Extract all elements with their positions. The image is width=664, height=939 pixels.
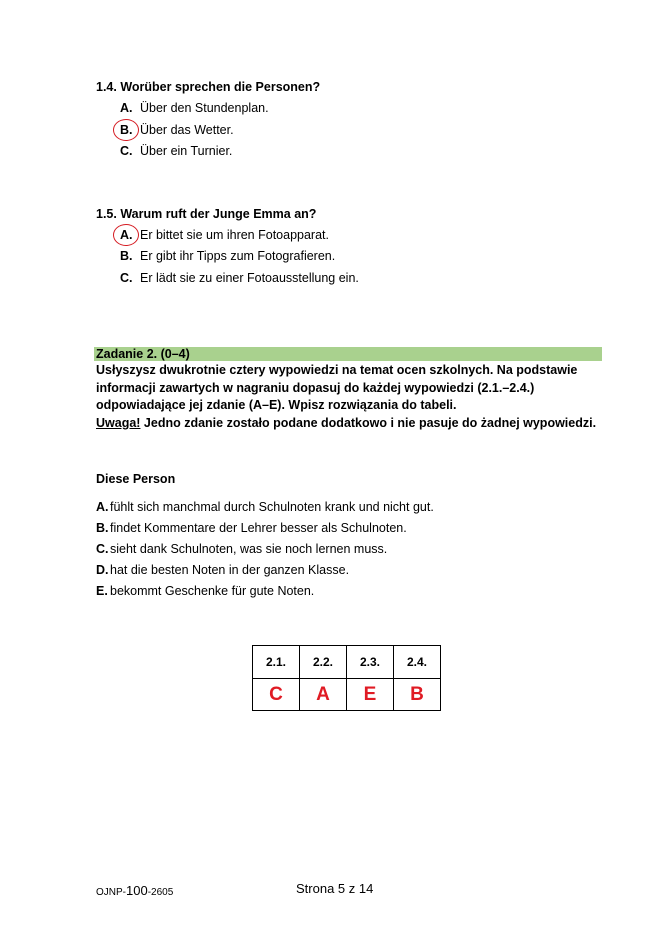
statement-letter: A. <box>96 500 109 514</box>
option-letter: C. <box>120 144 133 158</box>
statement-letter: C. <box>96 542 109 556</box>
q15-option-a[interactable] <box>120 228 329 242</box>
option-text: Über den Stundenplan. <box>140 101 269 115</box>
option-letter: C. <box>120 271 133 285</box>
task-2-header: Zadanie 2. (0–4) <box>94 347 602 361</box>
option-letter: A. <box>120 101 133 115</box>
statement-letter: D. <box>96 563 109 577</box>
answer-circle-mark <box>113 224 139 246</box>
q15-option-c[interactable] <box>120 271 359 285</box>
q14-option-c[interactable] <box>120 144 232 158</box>
statement-b <box>96 521 407 535</box>
option-text: Er gibt ihr Tipps zum Fotografieren. <box>140 249 336 263</box>
option-text: Er bittet sie um ihren Fotoapparat. <box>140 228 329 242</box>
statement-text: findet Kommentare der Lehrer besser als Schulnoten. <box>110 521 407 535</box>
option-letter: B. <box>120 249 133 263</box>
answer-table-values-row <box>253 679 441 711</box>
answer-cell-2-3[interactable]: E <box>347 679 394 711</box>
option-text: Über ein Turnier. <box>140 144 233 158</box>
question-1-4-title: 1.4. Worüber sprechen die Personen? <box>96 80 321 94</box>
q15-option-b[interactable] <box>120 249 335 263</box>
statement-c <box>96 542 387 556</box>
answer-table-header: 2.2. <box>300 646 347 679</box>
q14-option-a[interactable] <box>120 101 269 115</box>
option-text: Er lädt sie zu einer Fotoausstellung ein. <box>140 271 359 285</box>
answer-table-header: 2.1. <box>253 646 300 679</box>
statements-prompt: Diese Person <box>96 472 176 486</box>
task-2-instructions <box>96 362 606 432</box>
statement-d <box>96 563 349 577</box>
answer-cell-2-4[interactable]: B <box>394 679 441 711</box>
instruction-text: Usłyszysz dwukrotnie cztery wypowiedzi na temat ocen szkolnych. Na podstawie informacji zawartych w nagraniu dopasuj do każdej wypowiedzi (2.1.–2.4.) odpowiadające jej zdanie (A–E). Wpisz rozwiązania do tabeli. <box>96 363 578 412</box>
statement-letter: E. <box>96 584 108 598</box>
answer-cell-2-1[interactable]: C <box>253 679 300 711</box>
exam-code: OJNP-100-2605 <box>96 883 174 898</box>
page-number: Strona 5 z 14 <box>296 881 374 896</box>
statement-text: sieht dank Schulnoten, was sie noch lernen muss. <box>110 542 388 556</box>
q14-option-b[interactable] <box>120 123 234 137</box>
option-letter: A. <box>120 228 140 242</box>
statement-a <box>96 500 434 514</box>
statement-letter: B. <box>96 521 109 535</box>
statement-text: bekommt Geschenke für gute Noten. <box>110 584 315 598</box>
statement-text: fühlt sich manchmal durch Schulnoten krank und nicht gut. <box>110 500 434 514</box>
answer-table-header: 2.4. <box>394 646 441 679</box>
question-1-5-title: 1.5. Warum ruft der Junge Emma an? <box>96 207 317 221</box>
statement-e <box>96 584 314 598</box>
answer-circle-mark <box>113 119 139 141</box>
option-letter: B. <box>120 123 140 137</box>
statement-text: hat die besten Noten in der ganzen Klasse. <box>110 563 350 577</box>
note-text: Jedno zdanie zostało podane dodatkowo i nie pasuje do żadnej wypowiedzi. <box>140 415 597 430</box>
answer-table <box>252 645 441 711</box>
answer-table-header: 2.3. <box>347 646 394 679</box>
option-text: Über das Wetter. <box>140 123 234 137</box>
answer-table-header-row <box>253 646 441 679</box>
note-label: Uwaga! <box>96 415 141 430</box>
answer-cell-2-2[interactable]: A <box>300 679 347 711</box>
